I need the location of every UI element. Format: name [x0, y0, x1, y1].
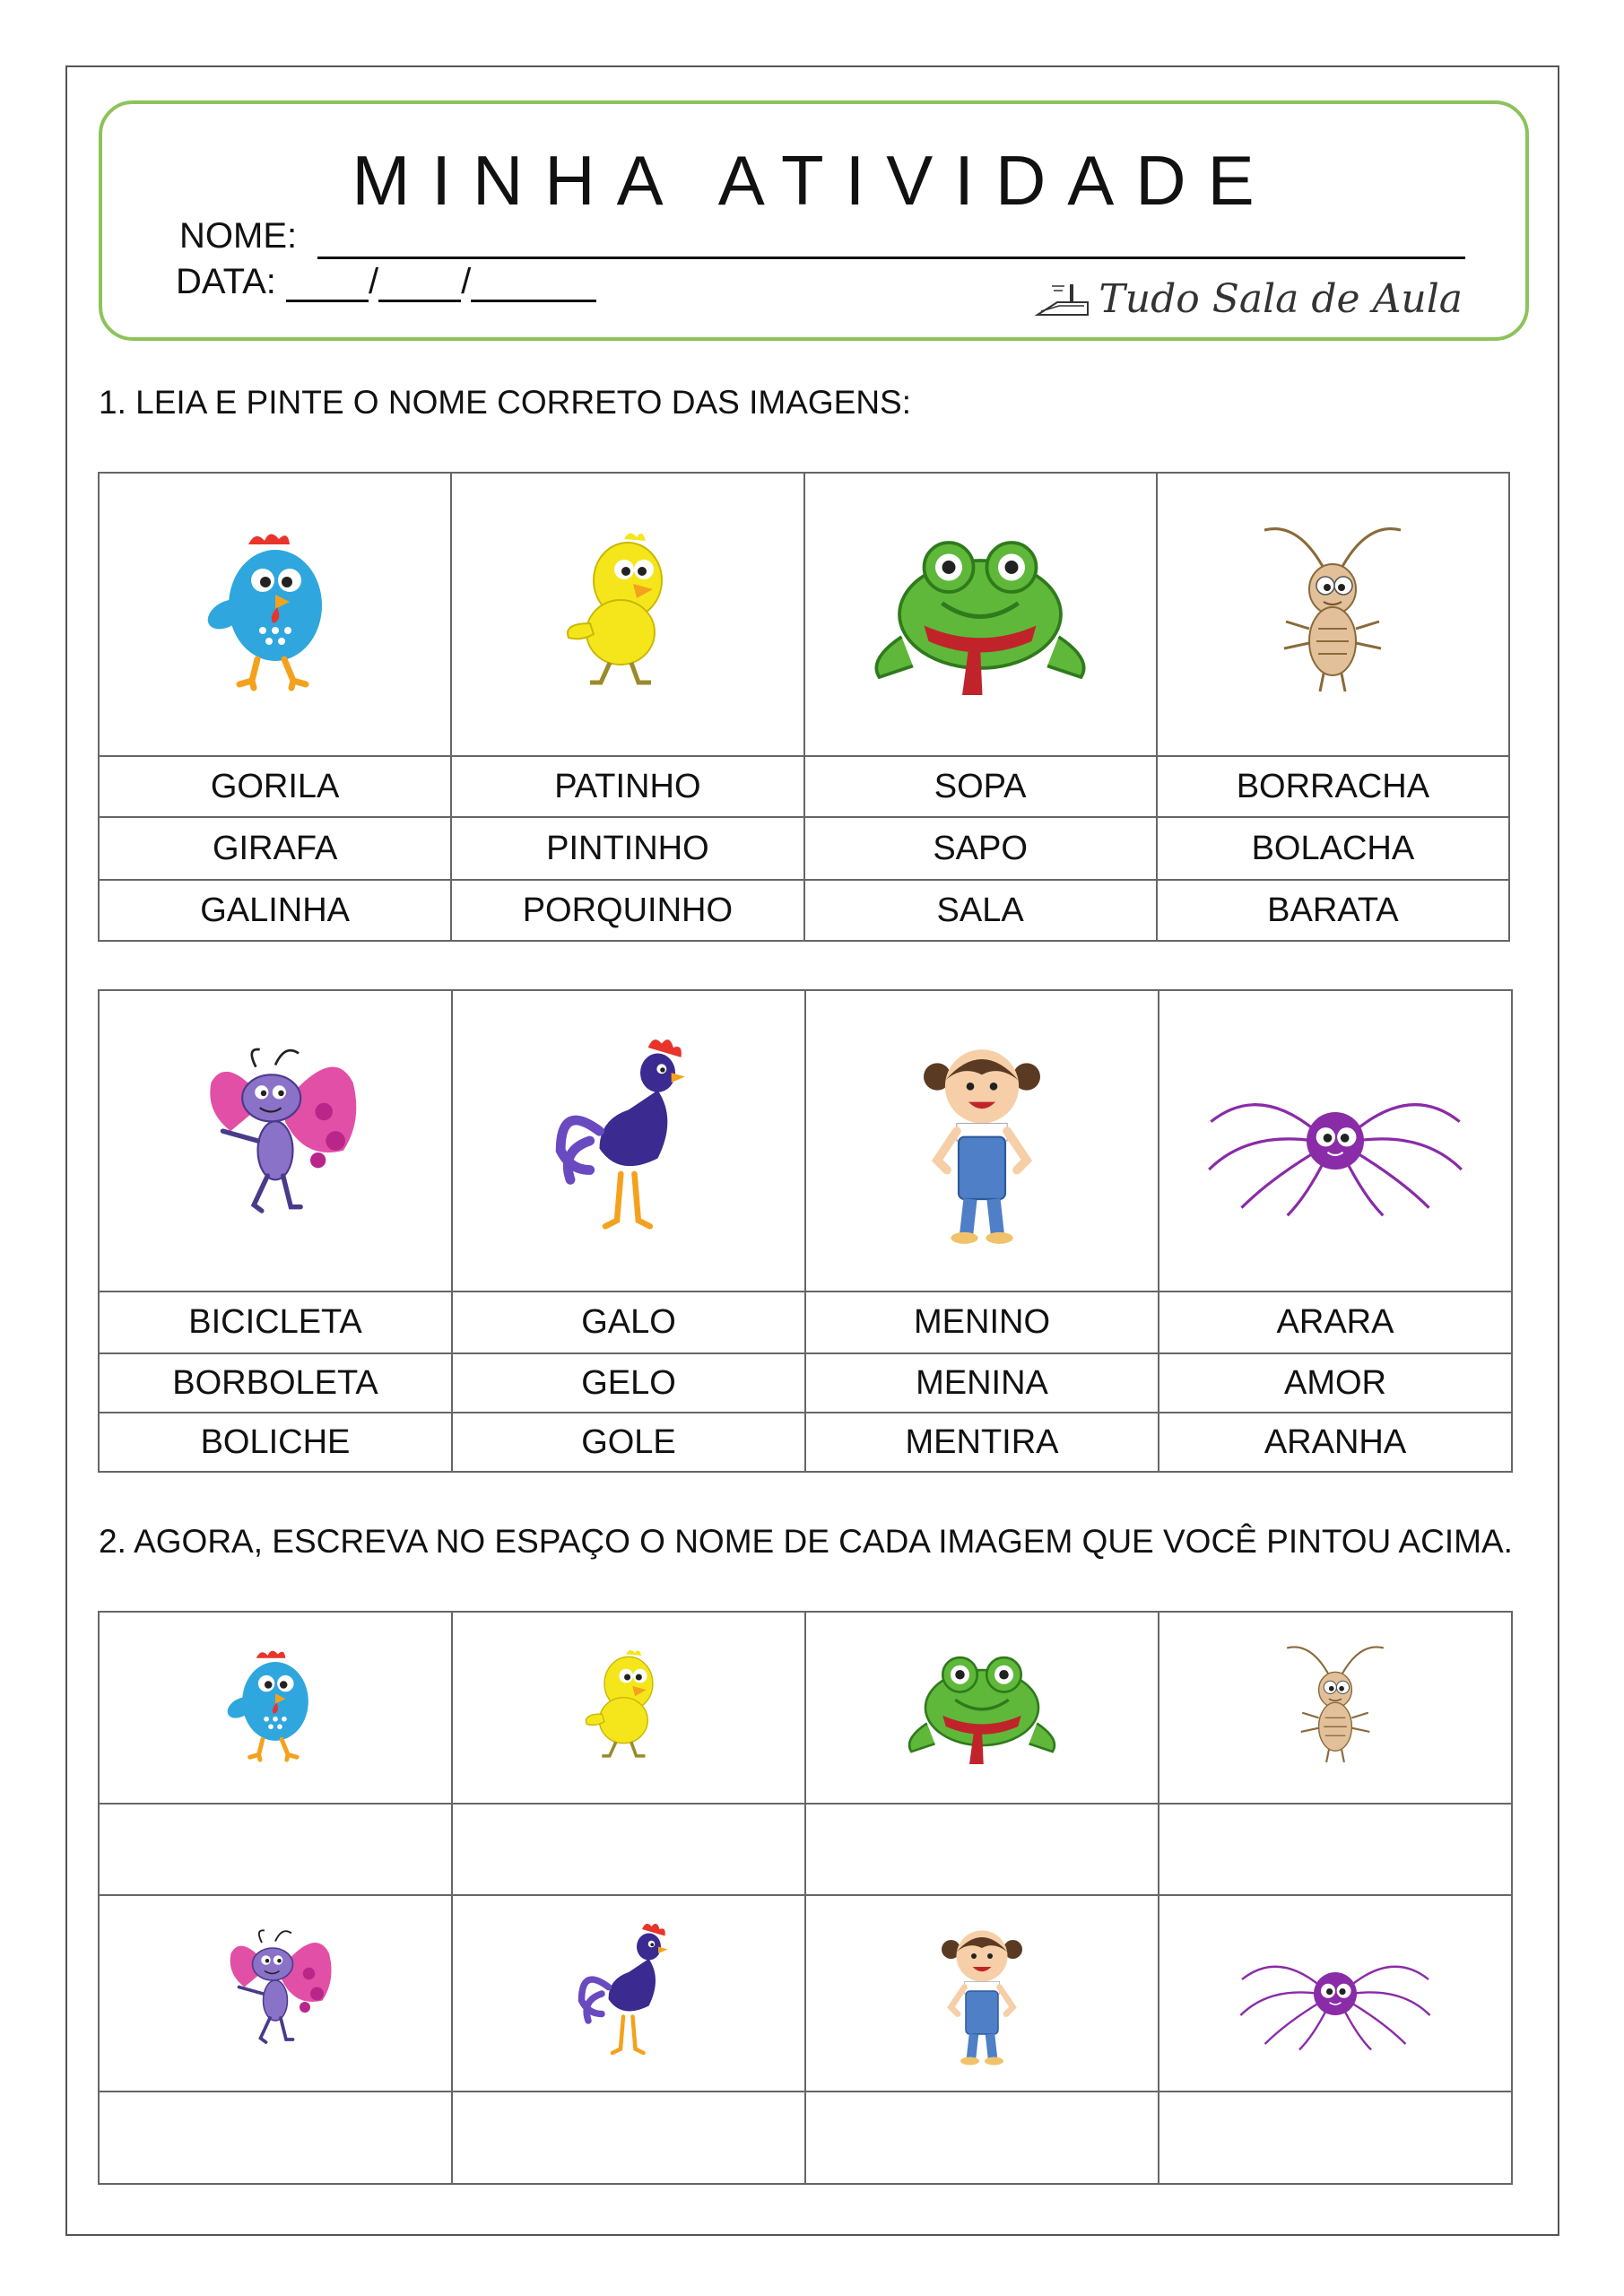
question-2: 2. AGORA, ESCREVA NO ESPAÇO O NOME DE CADA IMAGEM QUE VOCÊ PINTOU ACIMA. [99, 1523, 1513, 1560]
brand-text: Tudo Sala de Aula [1099, 276, 1463, 322]
date-month-blank[interactable] [378, 267, 461, 302]
option-cell[interactable]: PORQUINHO [451, 880, 803, 941]
option-cell[interactable]: BARATA [1157, 880, 1509, 941]
option-cell[interactable]: GELO [452, 1353, 805, 1413]
answer-cell[interactable] [99, 2092, 452, 2184]
rooster-icon [548, 1904, 709, 2083]
date-separator: / [461, 262, 472, 301]
option-cell[interactable]: PINTINHO [451, 817, 803, 880]
option-row [99, 880, 1509, 941]
option-cell[interactable]: ARANHA [1159, 1413, 1512, 1472]
image-cell [452, 990, 805, 1292]
image-cell [1159, 990, 1512, 1292]
answer-row [99, 1804, 1512, 1895]
option-cell[interactable]: GALINHA [99, 880, 451, 941]
frog-icon [846, 489, 1115, 740]
option-cell[interactable]: PATINHO [451, 756, 803, 817]
answer-row [99, 2092, 1512, 2184]
image-cell [99, 990, 452, 1292]
option-cell[interactable]: SOPA [804, 756, 1157, 817]
answer-cell[interactable] [805, 2092, 1159, 2184]
image-row [99, 1612, 1512, 1804]
option-cell[interactable]: MENINO [805, 1292, 1159, 1353]
image-cell [1159, 1612, 1512, 1804]
chick-icon [520, 489, 735, 740]
option-row [99, 817, 1509, 880]
option-row [99, 1413, 1512, 1472]
page-title: MINHA ATIVIDADE [352, 141, 1276, 220]
option-cell[interactable]: SAPO [804, 817, 1157, 880]
header-box [99, 100, 1529, 341]
writing-table [98, 1611, 1513, 2185]
option-cell[interactable]: MENTIRA [805, 1413, 1159, 1472]
answer-cell[interactable] [1159, 1804, 1512, 1895]
image-cell [804, 473, 1157, 756]
option-cell[interactable]: SALA [804, 880, 1157, 941]
girl-icon [865, 1006, 1099, 1275]
image-cell [805, 990, 1159, 1292]
image-row [99, 990, 1512, 1292]
chicken-icon [168, 489, 383, 740]
options-table-2 [98, 989, 1513, 1473]
butterfly-icon [195, 1904, 356, 2083]
answer-cell[interactable] [805, 1804, 1159, 1895]
name-label: NOME: [179, 216, 298, 256]
option-cell[interactable]: GORILA [99, 756, 451, 817]
date-label: DATA: [176, 262, 276, 301]
image-cell [1157, 473, 1509, 756]
image-cell [1159, 1895, 1512, 2092]
image-cell [451, 473, 803, 756]
chick-icon [552, 1620, 705, 1796]
option-cell[interactable]: GIRAFA [99, 817, 451, 880]
cockroach-icon [1259, 1620, 1411, 1796]
image-cell [99, 1612, 452, 1804]
option-row [99, 756, 1509, 817]
option-cell[interactable]: GOLE [452, 1413, 805, 1472]
date-day-blank[interactable] [286, 267, 369, 302]
image-cell [805, 1895, 1159, 2092]
image-row [99, 473, 1509, 756]
brand-logo [1034, 276, 1463, 322]
question-1: 1. LEIA E PINTE O NOME CORRETO DAS IMAGENS: [99, 384, 912, 421]
option-cell[interactable]: BOLACHA [1157, 817, 1509, 880]
spider-icon [1192, 1006, 1479, 1275]
image-cell [805, 1612, 1159, 1804]
cockroach-icon [1225, 489, 1440, 740]
option-cell[interactable]: BICICLETA [99, 1292, 452, 1353]
image-cell [452, 1895, 805, 2092]
option-row [99, 1353, 1512, 1413]
option-cell[interactable]: AMOR [1159, 1353, 1512, 1413]
spider-icon [1228, 1904, 1443, 2083]
option-cell[interactable]: BORBOLETA [99, 1353, 452, 1413]
answer-cell[interactable] [99, 1804, 452, 1895]
image-cell [99, 1895, 452, 2092]
option-cell[interactable]: BOLICHE [99, 1413, 452, 1472]
options-table-1 [98, 472, 1510, 942]
option-cell[interactable]: ARARA [1159, 1292, 1512, 1353]
image-cell [452, 1612, 805, 1804]
date-separator: / [368, 262, 379, 301]
name-line[interactable] [317, 257, 1465, 259]
answer-cell[interactable] [452, 2092, 805, 2184]
frog-icon [888, 1620, 1076, 1796]
image-cell [99, 473, 451, 756]
desk-icon [1034, 279, 1091, 320]
option-cell[interactable]: GALO [452, 1292, 805, 1353]
date-year-blank[interactable] [471, 267, 596, 302]
butterfly-icon [159, 1006, 392, 1275]
chicken-icon [199, 1620, 352, 1796]
date-row [176, 262, 596, 302]
rooster-icon [512, 1006, 745, 1275]
option-cell[interactable]: BORRACHA [1157, 756, 1509, 817]
option-row [99, 1292, 1512, 1353]
answer-cell[interactable] [452, 1804, 805, 1895]
option-cell[interactable]: MENINA [805, 1353, 1159, 1413]
girl-icon [901, 1904, 1063, 2083]
image-row [99, 1895, 1512, 2092]
answer-cell[interactable] [1159, 2092, 1512, 2184]
